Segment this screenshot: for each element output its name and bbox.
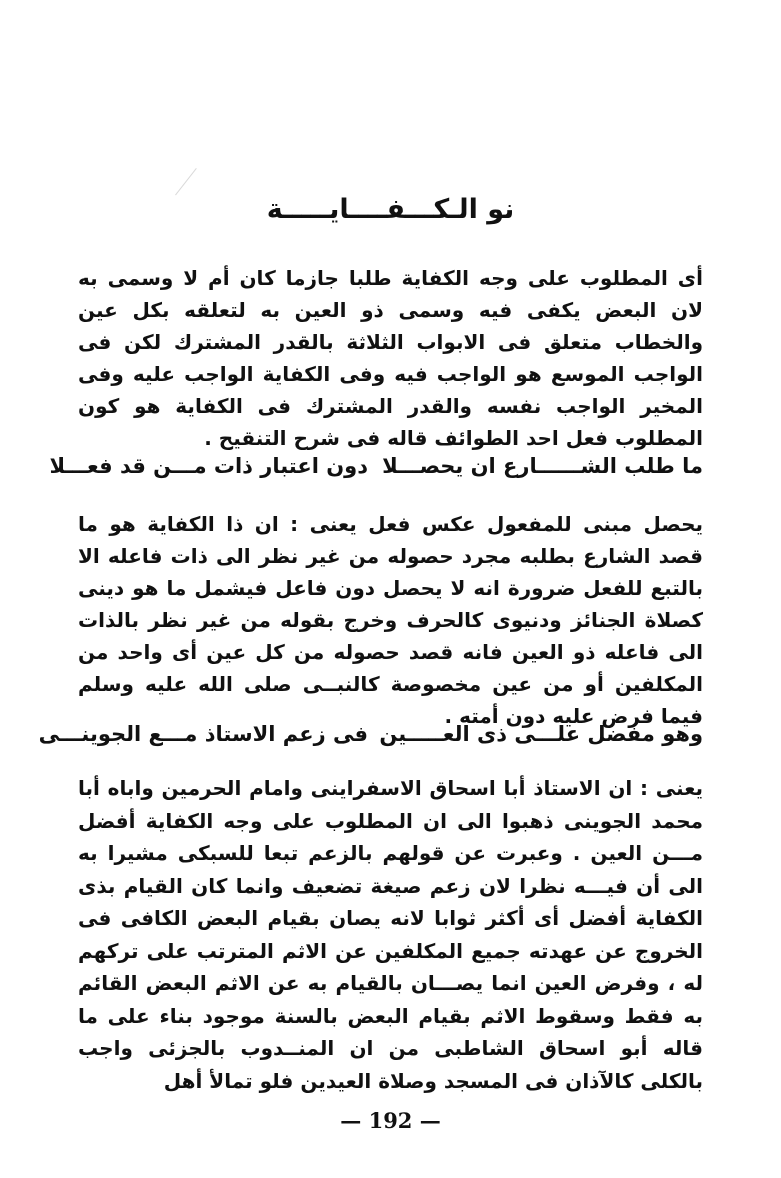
verse-1-second-hemistich: دون اعتبار ذات مـــن قد فعـــلا — [49, 454, 368, 478]
paragraph-3 — [78, 772, 703, 1097]
paragraph-3-text: يعنى : ان الاستاذ أبا اسحاق الاسفراينى وامام الحرمين واباه أبا محمد الجوينى ذهبوا الى ان المطلوب على وجه الكفاية أفضل مـــن العين . وعبرت عن قولهم بالزعم تبعا للسبكى مشيرا به الى أن فيـــه نظرا لان زعم صيغة تضعيف وانما كان القيام بذى الكفاية أفضل أى أكثر ثوابا لانه يصان بقيام البعض الكافى فى الخروج عن عهدته جميع المكلفين عن الاثم المترتب على تركهم له ، وفرض العين انما يصـــان بالقيام به عن الاثم البعض القائم به فقط وسقوط الاثم بقيام البعض بالسنة موجود بناء على ما قاله أبو اسحاق الشاطبى من ان المنــدوب بالجزئى واجب بالكلى كالآذان فى المسجد وصلاة العيدين فلو تمالأ أهل — [78, 776, 703, 1093]
paragraph-2 — [78, 508, 703, 732]
paragraph-1 — [78, 262, 703, 454]
verse-2 — [38, 714, 703, 754]
verse-1 — [49, 446, 703, 486]
verse-2-second-hemistich: فى زعم الاستاذ مـــع الجوينـــى — [38, 722, 368, 746]
page-number: — 192 — — [340, 1108, 441, 1133]
section-title: نو الـكـــفــــايـــــة — [266, 194, 515, 225]
paragraph-1-text: أى المطلوب على وجه الكفاية طلبا جازما كان أم لا وسمى به لان البعض يكفى فيه وسمى ذو العين به لتعلقه بكل عين والخطاب متعلق فى الابواب الثلاثة بالقدر المشترك لكن فى الواجب الموسع هو الواجب فيه وفى الكفاية الواجب عليه وفى المخير الواجب نفسه والقدر المشترك فى الكفاية هو كون المطلوب فعل احد الطوائف قاله فى شرح التنقيح . — [78, 266, 703, 450]
paragraph-2-text: يحصل مبنى للمفعول عكس فعل يعنى : ان ذا الكفاية هو ما قصد الشارع بطلبه مجرد حصوله من غير نظر الى ذات فاعله الا بالتبع للفعل ضرورة انه لا يحصل دون فاعل فيشمل ما هو دينى كصلاة الجنائز ودنيوى كالحرف وخرج بقوله من غير نظر بالذات الى فاعله ذو العين فانه قصد حصوله من كل عين أى واحد من المكلفين أو من عين مخصوصة كالنبــى صلى الله عليه وسلم فيما فرض عليه دون أمته . — [78, 512, 703, 728]
verse-2-first-hemistich: وهو مفضل علـــى ذى العـــــين — [379, 722, 703, 746]
verse-1-first-hemistich: ما طلب الشــــــارع ان يحصـــلا — [382, 454, 703, 478]
